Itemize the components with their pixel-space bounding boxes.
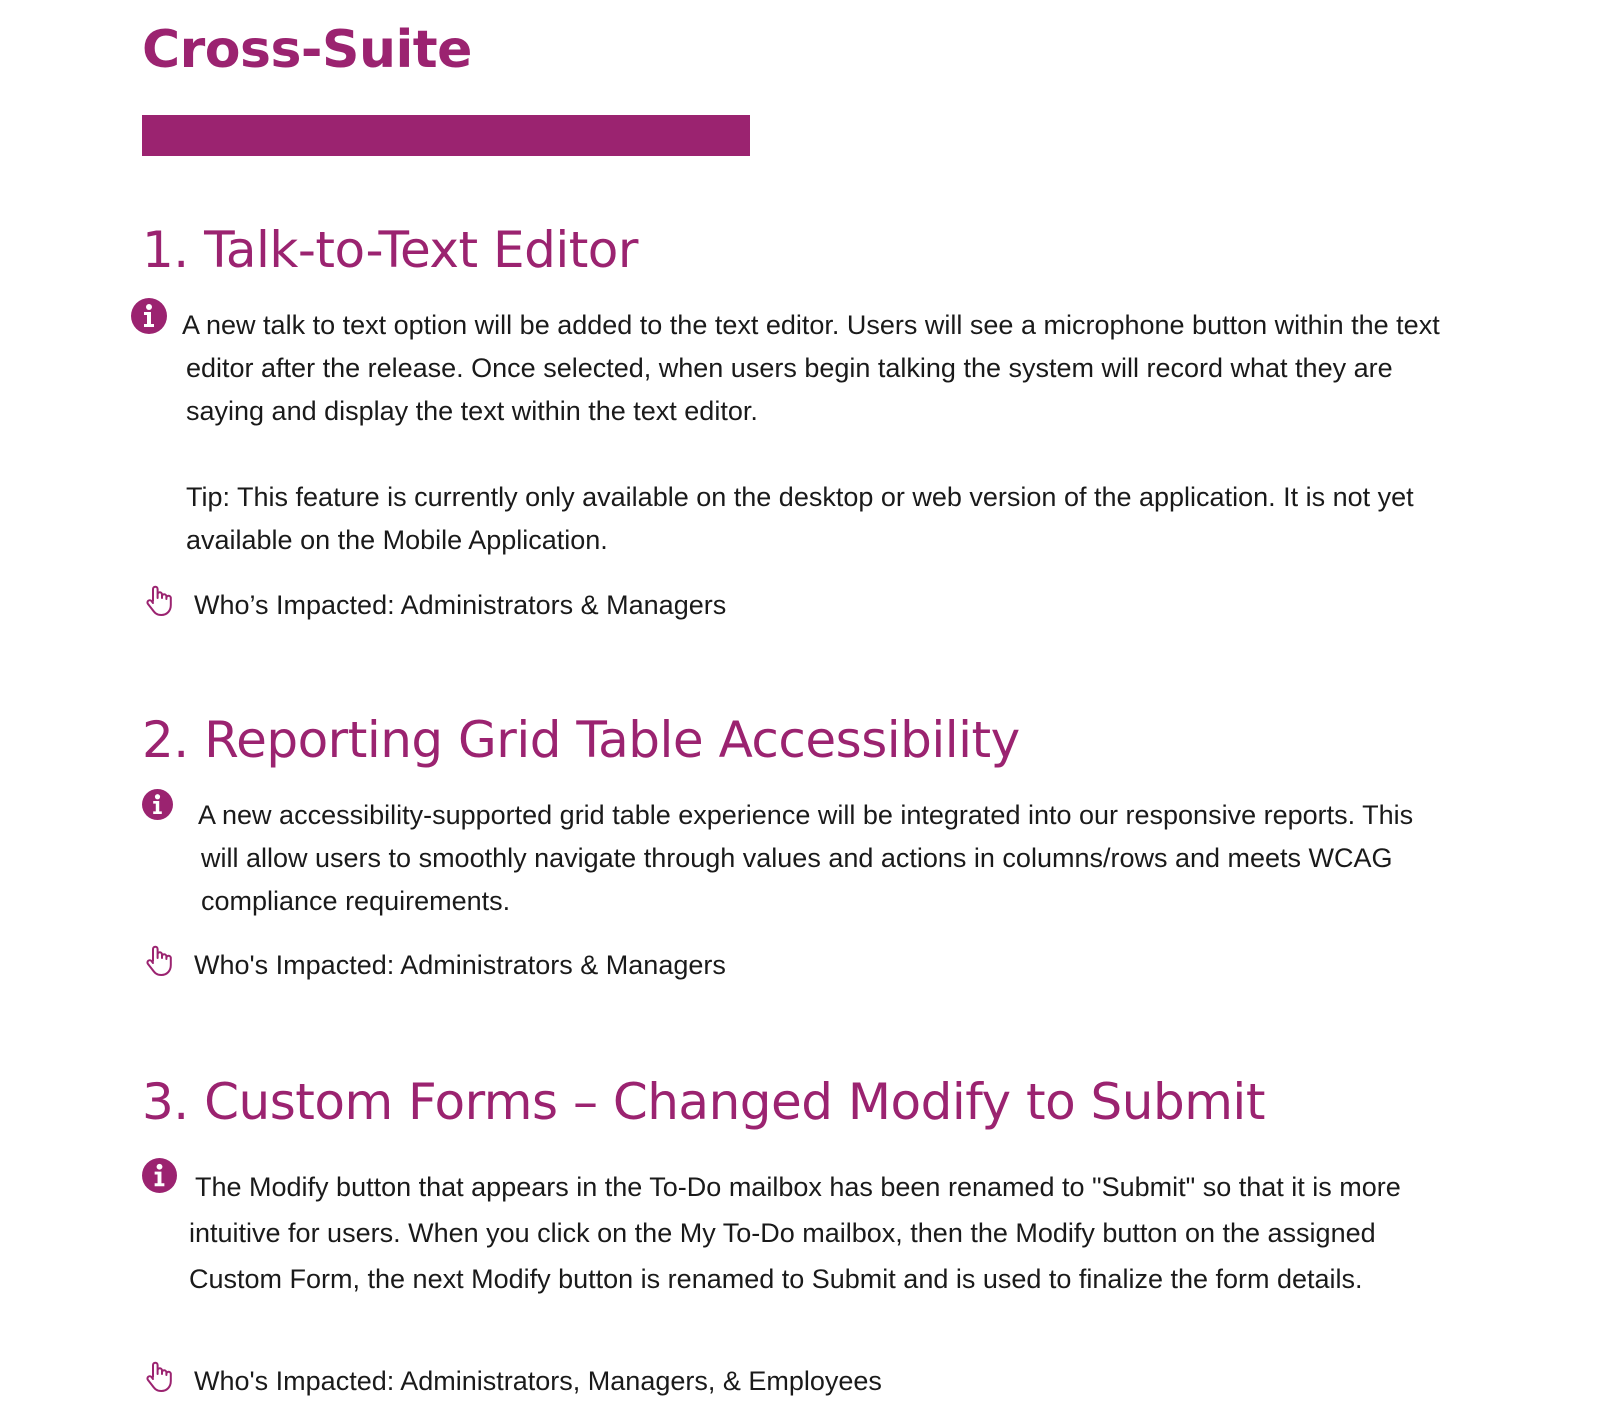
hand-pointer-icon xyxy=(142,1360,176,1394)
info-icon xyxy=(142,1158,177,1193)
info-icon xyxy=(142,789,173,820)
page-title: Cross-Suite xyxy=(142,20,472,80)
section-1-description-block xyxy=(182,304,1466,562)
section-2-description: A new accessibility-supported grid table experience will be integrated into our responsive reports. This will allow users to smoothly navigate through values and actions in columns/rows and meets WCAG compliance requirements. xyxy=(198,800,1414,916)
section-3-heading: 3. Custom Forms – Changed Modify to Submit xyxy=(142,1073,1265,1131)
section-2-description-block xyxy=(198,794,1451,923)
section-2-impacted: Who's Impacted: Administrators & Managers xyxy=(194,950,726,980)
section-1-impacted: Who’s Impacted: Administrators & Managers xyxy=(194,590,727,620)
title-underline-bar xyxy=(142,115,750,156)
hand-pointer-icon xyxy=(142,944,176,978)
section-3-description-block xyxy=(189,1164,1449,1302)
section-1-tip: Tip: This feature is currently only available on the desktop or web version of the application. It is not yet available on the Mobile Application. xyxy=(186,482,1414,555)
section-2-heading: 2. Reporting Grid Table Accessibility xyxy=(142,711,1020,769)
info-icon xyxy=(131,298,167,334)
section-1-heading: 1. Talk-to-Text Editor xyxy=(142,221,638,279)
section-1-description: A new talk to text option will be added to the text editor. Users will see a microphone button within the text editor after the release. Once selected, when users begin talking the system will record what they are saying and display the text within the text editor. xyxy=(182,310,1440,426)
section-3-impacted: Who's Impacted: Administrators, Managers, & Employees xyxy=(194,1366,882,1396)
hand-pointer-icon xyxy=(142,584,176,618)
section-3-description: The Modify button that appears in the To-Do mailbox has been renamed to "Submit" so that it is more intuitive for users. When you click on the My To-Do mailbox, then the Modify button on the assigned Custom Form, the next Modify button is renamed to Submit and is used to finalize the form details. xyxy=(189,1172,1401,1294)
